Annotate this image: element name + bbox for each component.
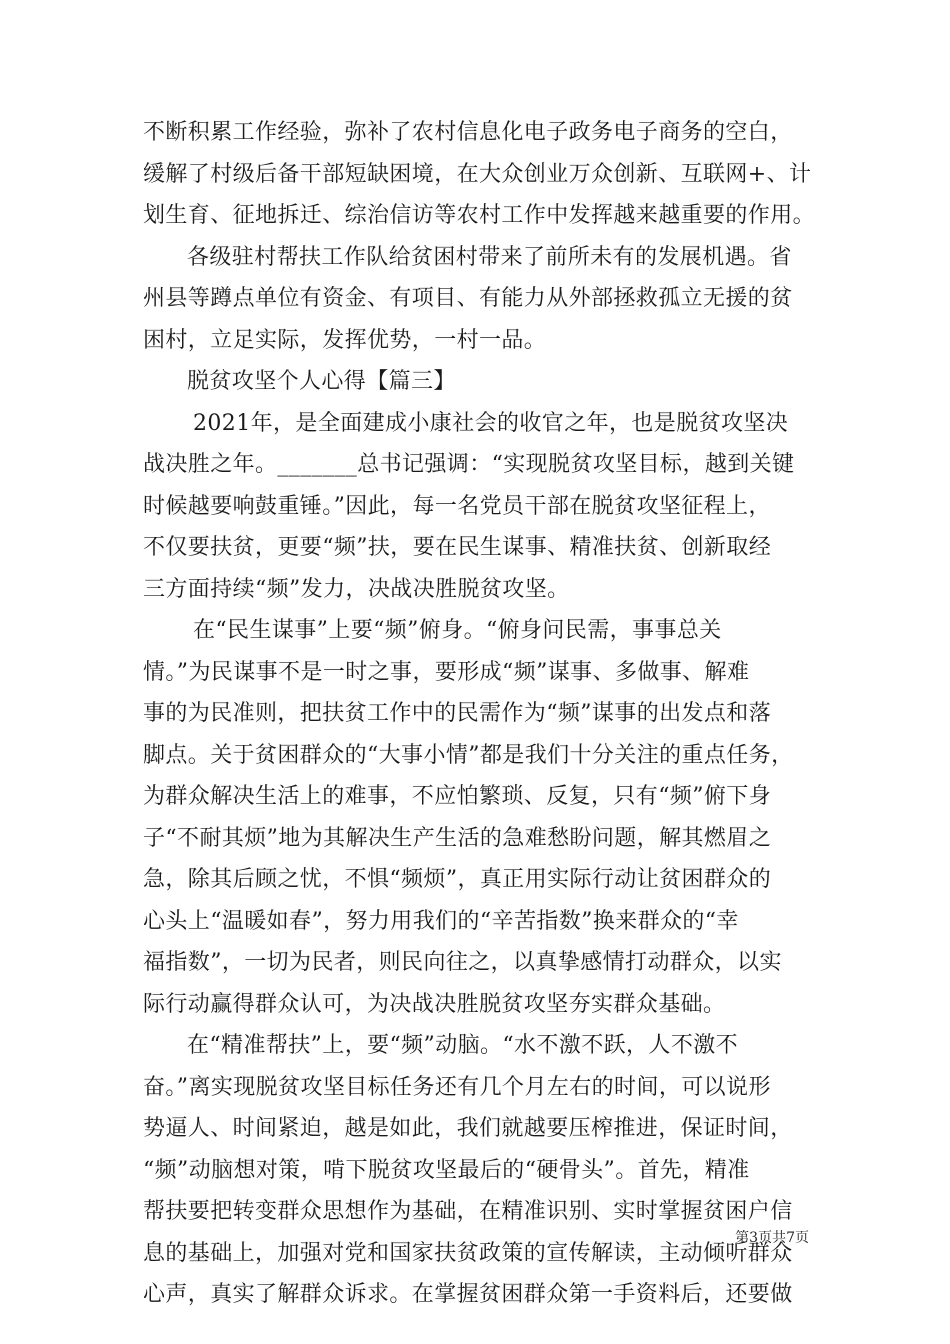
paragraph-start-line: 各级驻村帮扶工作队给贫困村带来了前所未有的发展机遇。省 [187, 244, 792, 270]
text-line: 息的基础上，加强对党和国家扶贫政策的宣传解读，主动倾听群众 [143, 1240, 793, 1266]
text-line: 事的为民准则，把扶贫工作中的民需作为“频”谋事的出发点和落 [143, 701, 772, 726]
text-line: 心声，真实了解群众诉求。在掌握贫困群众第一手资料后，还要做 [143, 1282, 793, 1307]
text-line: 际行动赢得群众认可，为决战决胜脱贫攻坚夯实群众基础。 [143, 991, 726, 1017]
text-line: 三方面持续“频”发力，决战决胜脱贫攻坚。 [143, 576, 570, 602]
text-line: 不断积累工作经验，弥补了农村信息化电子政务电子商务的空白， [143, 120, 793, 145]
text-line: 困村，立足实际，发挥优势，一村一品。 [143, 327, 547, 353]
text-line: 子“不耐其烦”地为其解决生产生活的急难愁盼问题，解其燃眉之 [143, 825, 772, 851]
text-line: 奋。”离实现脱贫攻坚目标任务还有几个月左右的时间，可以说形 [143, 1074, 771, 1100]
text-line: 帮扶要把转变群众思想作为基础，在精准识别、实时掌握贫困户信 [143, 1199, 793, 1224]
text-line: 脚点。关于贫困群众的“大事小情”都是我们十分关注的重点任务， [143, 742, 794, 768]
text-line: 福指数”，一切为民者，则民向往之，以真挚感情打动群众，以实 [143, 950, 782, 975]
text-line: 心头上“温暖如春”，努力用我们的“辛苦指数”换来群众的“幸 [143, 908, 739, 934]
page-number: 第3页共7页 [735, 1230, 809, 1246]
section-heading: 脱贫攻坚个人心得【篇三】 [187, 369, 456, 394]
text-line: 战决胜之年。_______总书记强调：“实现脱贫攻坚目标，越到关键 [143, 452, 795, 477]
text-line: “频”动脑想对策，啃下脱贫攻坚最后的“硬骨头”。首先，精准 [143, 1157, 750, 1183]
text-line: 划生育、征地拆迁、综治信访等农村工作中发挥越来越重要的作用。 [143, 203, 816, 228]
text-line: 时候越要响鼓重锤。”因此，每一名党员干部在脱贫攻坚征程上， [143, 493, 771, 519]
text-line: 为群众解决生活上的难事，不应怕繁琐、反复，只有“频”俯下身 [143, 784, 772, 809]
text-line: 州县等蹲点单位有资金、有项目、有能力从外部拯救孤立无援的贫 [143, 286, 793, 311]
paragraph-start-line: 2021年，是全面建成小康社会的收官之年，也是脱贫攻坚决 [193, 410, 789, 436]
text-line: 情。”为民谋事不是一时之事，要形成“频”谋事、多做事、解难 [143, 659, 750, 685]
paragraph-start-line: 在“精准帮扶”上，要“频”动脑。“水不激不跃，人不激不 [187, 1033, 739, 1058]
text-line: 势逼人、时间紧迫，越是如此，我们就越要压榨推进，保证时间， [143, 1116, 793, 1141]
text-line: 急，除其后顾之忧，不惧“频烦”，真正用实际行动让贫困群众的 [143, 867, 772, 892]
text-line: 缓解了村级后备干部短缺困境，在大众创业万众创新、互联网+、计 [143, 161, 812, 187]
text-line: 不仅要扶贫，更要“频”扶，要在民生谋事、精准扶贫、创新取经 [143, 535, 772, 560]
paragraph-start-line: 在“民生谋事”上要“频”俯身。“俯身问民需，事事总关 [193, 618, 722, 643]
document-body [143, 112, 816, 1316]
